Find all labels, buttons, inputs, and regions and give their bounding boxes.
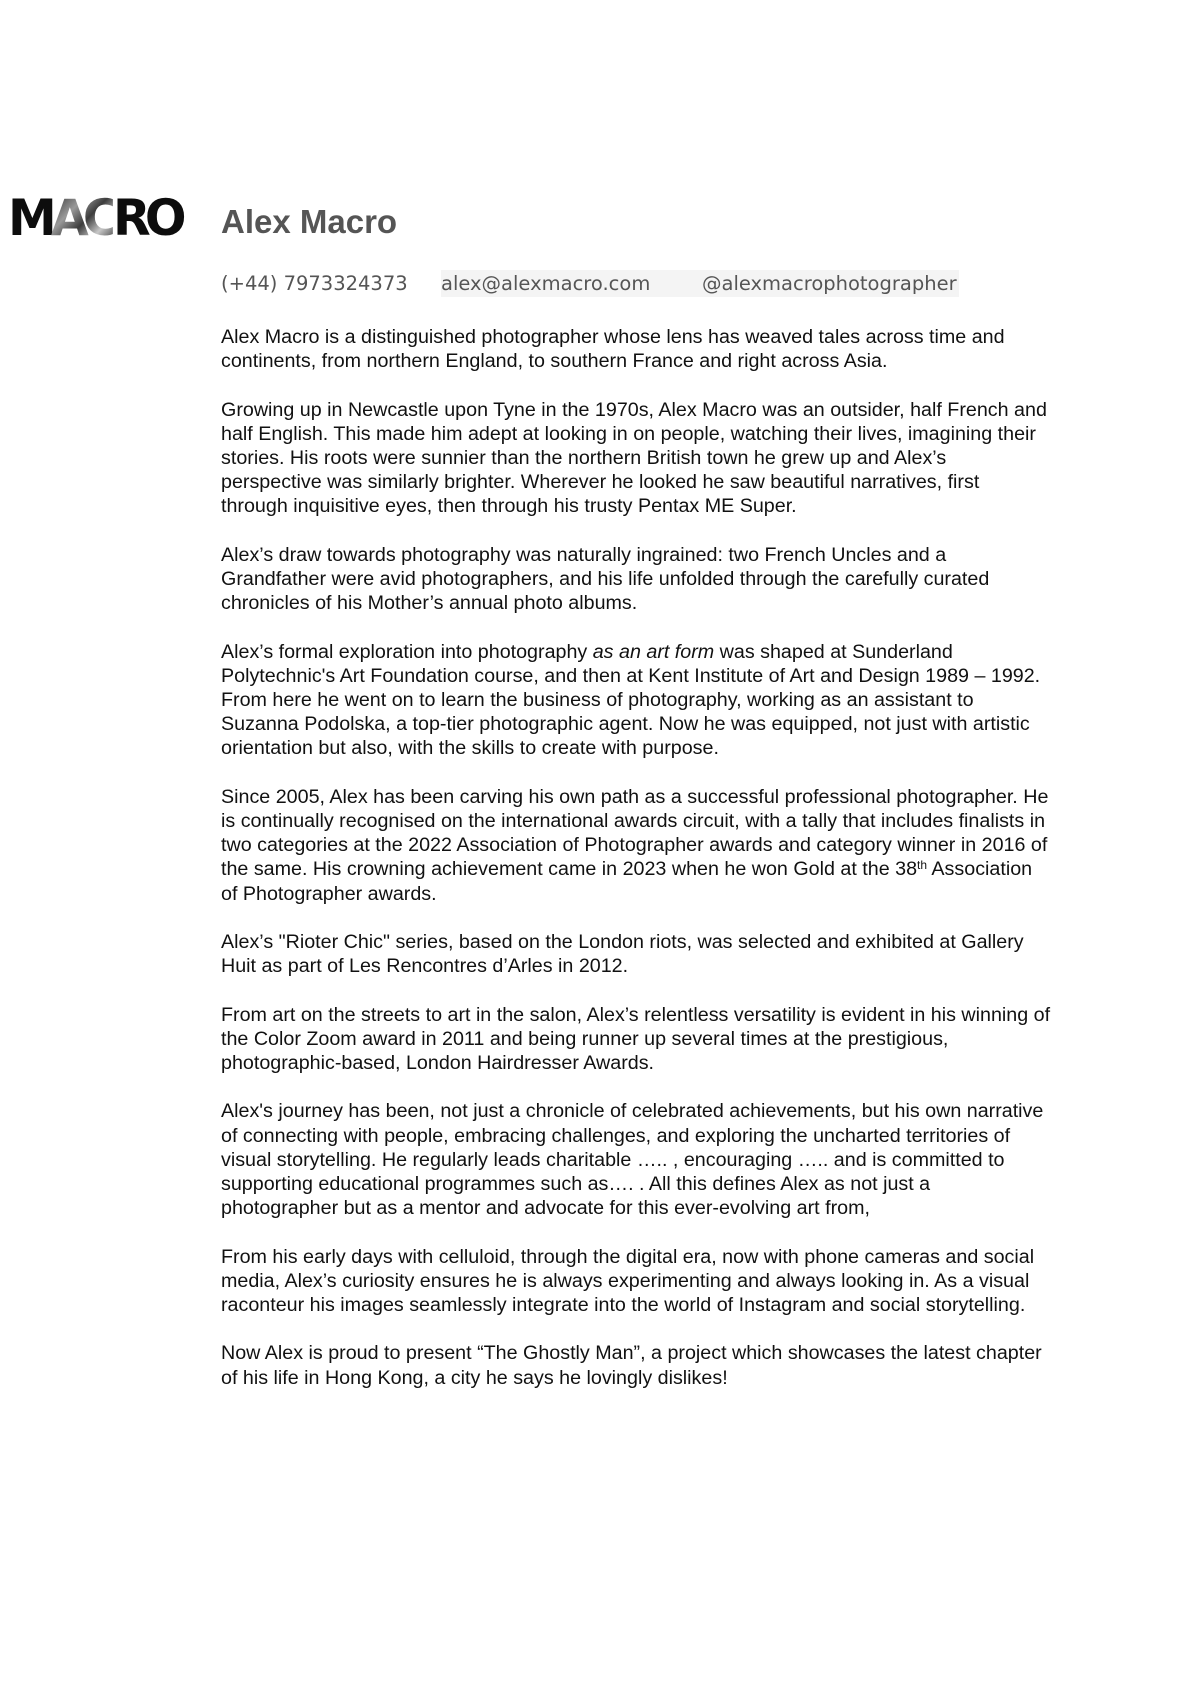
biography-body bbox=[221, 325, 1051, 1414]
paragraph-3: Alex’s draw towards photography was naturally ingrained: two French Uncles and a Grandfather were avid photographers, and his life unfolded through the carefully curated chronicles of his Mother’s annual photo albums. bbox=[221, 543, 990, 615]
macro-logo bbox=[8, 189, 184, 247]
paragraph-10: Now Alex is proud to present “The Ghostly Man”, a project which showcases the latest chapter of his life in Hong Kong, a city he says he lovingly dislikes! bbox=[221, 1342, 1042, 1389]
page-title: Alex Macro bbox=[221, 203, 398, 240]
social-handle: @alexmacrophotographer bbox=[702, 271, 957, 295]
email-address: alex@alexmacro.com bbox=[441, 270, 702, 297]
contact-line bbox=[221, 268, 959, 298]
paragraph-7: From art on the streets to art in the salon, Alex’s relentless versatility is evident in his winning of the Color Zoom award in 2011 and being runner up several times at the prestigious, photographic-based, London Hairdresser Awards. bbox=[221, 1003, 1051, 1074]
paragraph-8: Alex's journey has been, not just a chronicle of celebrated achievements, but his own narrative of connecting with people, embracing challenges, and exploring the uncharted territories of visual storytelling. He regularly leads charitable ….. , encouraging ….. and is committed to supporting educational programmes such as…. . All this defines Alex as not just a photographer but as a mentor and advocate for this ever-evolving art from, bbox=[221, 1100, 1044, 1220]
paragraph-2: Growing up in Newcastle upon Tyne in the 1970s, Alex Macro was an outsider, half French and half English. This made him adept at looking in on people, watching their lives, imagining their stories. His roots were sunnier than the northern British town he grew up and Alex’s perspective was similarly brighter. Wherever he looked he saw beautiful narratives, first through inquisitive eyes, then through his trusty Pentax ME Super. bbox=[221, 398, 1047, 518]
logo-wordmark: MACRO bbox=[8, 189, 181, 247]
paragraph-9: From his early days with celluloid, through the digital era, now with phone cameras and social media, Alex’s curiosity ensures he is always experimenting and always looking in. As a visual raconteur his images seamlessly integrate into the world of Instagram and social storytelling. bbox=[221, 1245, 1035, 1316]
phone-number: (+44) 7973324373 bbox=[221, 271, 408, 295]
paragraph-1: Alex Macro is a distinguished photographer whose lens has weaved tales across time and continents, from northern England, to southern France and right across Asia. bbox=[221, 326, 1005, 373]
paragraph-4: Alex’s formal exploration into photography as an art form was shaped at Sunderland Polytechnic's Art Foundation course, and then at Kent Institute of Art and Design 1989 – 1992. From here he went on to learn the business of photography, working as an assistant to Suzanna Podolska, a top-tier photographic agent. Now he was equipped, not just with artistic orientation but also, with the skills to create with purpose. bbox=[221, 640, 1041, 760]
paragraph-5: Since 2005, Alex has been carving his own path as a successful professional photographer. He is continually recognised on the international awards circuit, with a tally that includes finalists in two categories at the 2022 Association of Photographer awards and category winner in 2016 of the same. His crowning achievement came in 2023 when he won Gold at the 38th Association of Photographer awards. bbox=[221, 785, 1049, 905]
ordinal-suffix: th bbox=[917, 858, 928, 873]
emphasis-art-form: as an art form bbox=[592, 640, 715, 663]
paragraph-6: Alex’s "Rioter Chic" series, based on the London riots, was selected and exhibited at Gallery Huit as part of Les Rencontres d’Arles in 2012. bbox=[221, 931, 1024, 978]
